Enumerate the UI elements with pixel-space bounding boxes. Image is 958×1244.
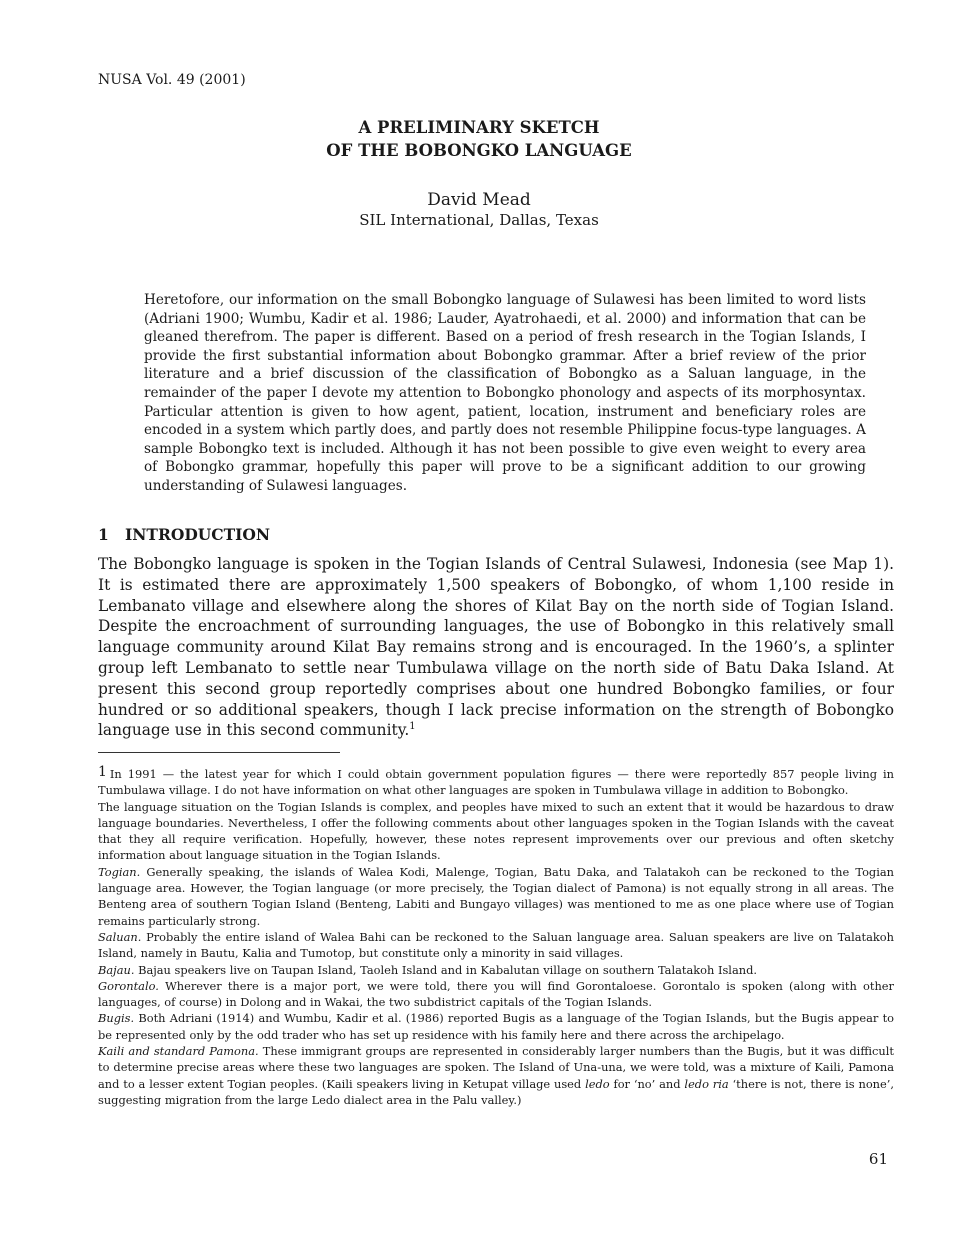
- running-head: NUSA Vol. 49 (2001): [98, 72, 246, 88]
- paper-title-line-1: A PRELIMINARY SKETCH: [358, 118, 600, 137]
- footnote-1-togian: [98, 864, 894, 929]
- intro-paragraph: [98, 554, 894, 741]
- kaili-label: Kaili and standard Pamona.: [98, 1044, 259, 1059]
- kaili-text-3: ‘there is not, there is none’, suggesting migration from the large Ledo dialect area in the Palu valley.): [98, 1076, 894, 1107]
- section-title: INTRODUCTION: [125, 525, 271, 544]
- kaili-word-ledo: ledo: [585, 1076, 610, 1091]
- author-affiliation: SIL International, Dallas, Texas: [359, 211, 599, 229]
- saluan-text: Probably the entire island of Walea Bahi can be reckoned to the Saluan language area. Saluan speakers are live on Talatakoh Island, namely in Bautu, Kalia and Tumotop, but constitute only a minority in said villages.: [98, 929, 894, 961]
- gorontalo-label: Gorontalo.: [98, 978, 159, 993]
- footnotes: [98, 766, 894, 1108]
- bajau-label: Bajau.: [98, 962, 135, 977]
- footnote-1-gorontalo: [98, 978, 894, 1011]
- footnote-1-bajau: [98, 962, 894, 978]
- bugis-label: Bugis.: [98, 1011, 135, 1026]
- footnote-1-language-situation: The language situation on the Togian Islands is complex, and peoples have mixed to such an extent that it would be hazardous to draw language boundaries. Nevertheless, I offer the following comments about other languages spoken in the Togian Islands with the caveat that they all require verification. Hopefully, however, these notes represent improvements over our previous and often sketchy information about language situation in the Togian Islands.: [98, 799, 894, 863]
- bajau-text: Bajau speakers live on Taupan Island, Taoleh Island and in Kabalutan village on southern Talatakoh Island.: [138, 962, 757, 977]
- togian-text: Generally speaking, the islands of Walea Kodi, Malenge, Togian, Batu Daka, and Talatakoh can be reckoned to the Togian language area. However, the Togian language (or more precisely, the Togian dialect of Pamona) is not equally strong in all areas. The Benteng area of southern Togian Island (Benteng, Labiti and Bungayo villages) was mentioned to me as one place where use of Togian remains particularly strong.: [98, 864, 894, 928]
- footnote-marker: 1: [98, 764, 107, 780]
- footnote-1-kaili: [98, 1043, 894, 1108]
- kaili-text-2: for ‘no’ and: [613, 1076, 681, 1091]
- page-number: 61: [868, 1150, 888, 1168]
- intro-text: The Bobongko language is spoken in the Togian Islands of Central Sulawesi, Indonesia (see Map 1). It is estimated there are approximately 1,500 speakers of Bobongko, of whom 1,100 reside in Lembanato village and elsewhere along the shores of Kilat Bay on the north side of Togian Island. Despite the encroachment of surrounding languages, the use of Bobongko in this relatively small language community around Kilat Bay remains strong and is encouraged. In the 1960’s, a splinter group left Lembanato to settle near Tumbulawa village on the north side of Batu Daka Island. At present this second group reportedly comprises about one hundred Bobongko families, or four hundred or so additional speakers, though I lack precise information on the strength of Bobongko language use in this second community.: [98, 555, 894, 740]
- kaili-word-ledo-ria: ledo ria: [684, 1076, 729, 1091]
- footnote-text: In 1991 — the latest year for which I could obtain government population figures — there were reportedly 857 people living in Tumbulawa village. I do not have information on what other languages are spoken in Tumbulawa village in addition to Bobongko.: [98, 767, 894, 798]
- footnote-divider: [98, 752, 340, 753]
- bugis-text: Both Adriani (1914) and Wumbu, Kadir et al. (1986) reported Bugis as a language of the Togian Islands, but the Bugis appear to be represented only by the odd trader who has set up residence with his family here and there across the archipelago.: [98, 1011, 894, 1042]
- footnote-1-saluan: [98, 929, 894, 962]
- abstract: Heretofore, our information on the small Bobongko language of Sulawesi has been limited to word lists (Adriani 1900; Wumbu, Kadir et al. 1986; Lauder, Ayatrohaedi, et al. 2000) and information that can be gleaned therefrom. The paper is different. Based on a period of fresh research in the Togian Islands, I provide the first substantial information about Bobongko grammar. After a brief review of the prior literature and a brief discussion of the classification of Bobongko as a Saluan language, in the remainder of the paper I devote my attention to Bobongko phonology and aspects of its morphosyntax. Particular attention is given to how agent, patient, location, instrument and beneficiary roles are encoded in a system which partly does, and partly does not resemble Philippine focus-type languages. A sample Bobongko text is included. Although it has not been possible to give even weight to every area of Bobongko grammar, hopefully this paper will prove to be a significant addition to our growing understanding of Sulawesi languages.: [144, 292, 866, 494]
- saluan-label: Saluan.: [98, 929, 142, 944]
- kaili-text-1: These immigrant groups are represented in considerably larger numbers than the Bugis, but it was difficult to determine precise areas where these two languages are spoken. The Island of Una-una, we were told, was a mixture of Kaili, Pamona and to a lesser extent Togian peoples. (Kaili speakers living in Ketupat village used: [98, 1044, 894, 1091]
- footnote-reference[interactable]: 1: [409, 721, 416, 733]
- togian-label: Togian.: [98, 864, 141, 879]
- footnote-1-bugis: [98, 1010, 894, 1043]
- section-number: 1: [98, 525, 109, 544]
- paper-title-line-2: OF THE BOBONGKO LANGUAGE: [326, 141, 632, 160]
- footnote-1-intro: [98, 766, 894, 799]
- author-name: David Mead: [427, 190, 531, 210]
- gorontalo-text: Wherever there is a major port, we were told, there you will find Gorontaloese. Gorontalo is spoken (along with other languages, of course) in Dolong and in Wakai, the two subdistrict capitals of the Togian Islands.: [98, 978, 894, 1010]
- section-heading: [98, 525, 270, 544]
